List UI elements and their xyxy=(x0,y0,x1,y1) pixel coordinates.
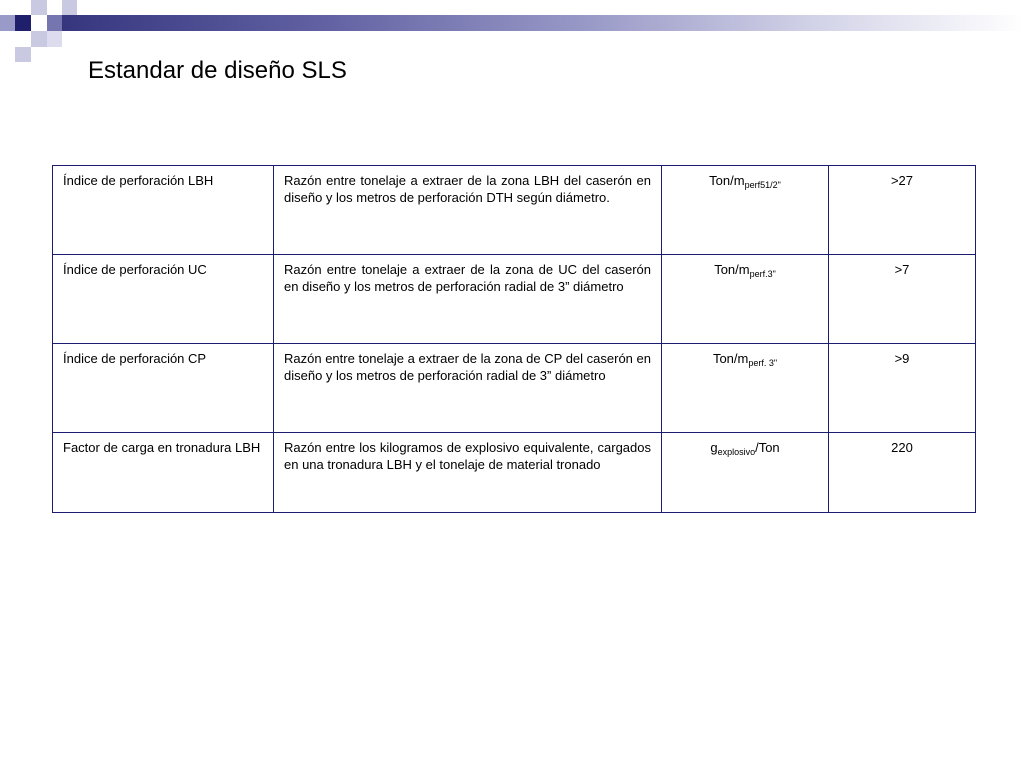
deco-square-light xyxy=(31,0,47,15)
row-unit-cell xyxy=(662,433,829,513)
row-value-cell: >9 xyxy=(829,344,976,433)
row-unit-cell xyxy=(662,344,829,433)
row-name-cell: Factor de carga en tronadura LBH xyxy=(53,433,274,513)
unit-prefix: Ton/m xyxy=(714,262,750,277)
row-value-cell: 220 xyxy=(829,433,976,513)
row-unit-cell xyxy=(662,255,829,344)
deco-square-mid xyxy=(47,15,62,31)
unit-subscript: perf51/2" xyxy=(744,180,781,190)
row-name-cell: Índice de perforación UC xyxy=(53,255,274,344)
header-decoration xyxy=(0,0,1024,64)
row-unit-cell xyxy=(662,166,829,255)
unit-subscript: explosivo xyxy=(717,447,756,457)
deco-square-light xyxy=(31,31,47,47)
row-description-cell: Razón entre tonelaje a extraer de la zona de UC del caserón en diseño y los metros de perforación radial de 3” diámetro xyxy=(274,255,662,344)
table-row xyxy=(53,255,976,344)
deco-square-light xyxy=(47,31,62,47)
row-value-cell: >27 xyxy=(829,166,976,255)
unit-prefix: Ton/m xyxy=(709,173,745,188)
deco-square-dark xyxy=(15,15,31,31)
row-description-cell: Razón entre los kilogramos de explosivo equivalente, cargados en una tronadura LBH y el tonelaje de material tronado xyxy=(274,433,662,513)
row-description-cell: Razón entre tonelaje a extraer de la zona LBH del caserón en diseño y los metros de perforación DTH según diámetro. xyxy=(274,166,662,255)
unit-suffix: /Ton xyxy=(755,440,780,455)
unit-prefix: Ton/m xyxy=(712,351,749,366)
deco-square-mid xyxy=(0,15,15,31)
deco-square-light xyxy=(62,0,77,15)
row-name-cell: Índice de perforación LBH xyxy=(53,166,274,255)
table-row xyxy=(53,344,976,433)
table-row xyxy=(53,166,976,255)
unit-prefix: g xyxy=(710,440,718,455)
deco-square-light xyxy=(15,47,31,62)
row-description-cell: Razón entre tonelaje a extraer de la zona de CP del caserón en diseño y los metros de perforación radial de 3” diámetro xyxy=(274,344,662,433)
slide-title: Estandar de diseño SLS xyxy=(88,57,347,84)
row-value-cell: >7 xyxy=(829,255,976,344)
design-standard-table xyxy=(52,165,976,513)
unit-subscript: perf. 3" xyxy=(748,358,778,368)
row-name-cell: Índice de perforación CP xyxy=(53,344,274,433)
table-row xyxy=(53,433,976,513)
deco-gradient-bar xyxy=(62,15,1024,31)
unit-subscript: perf.3" xyxy=(749,269,776,279)
